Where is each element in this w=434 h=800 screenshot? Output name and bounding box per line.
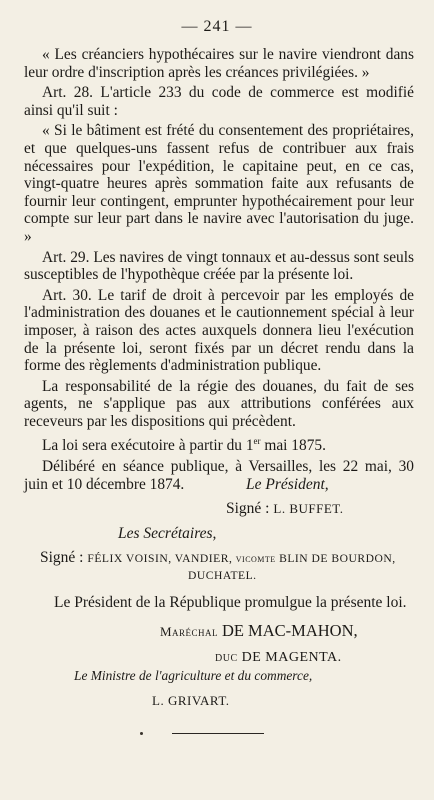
president-name: L. BUFFET. [273, 501, 344, 516]
paragraph-executoire: La loi sera exécutoire à partir du 1er mai 1875. [42, 436, 326, 455]
marechal-line [160, 621, 434, 641]
secretaires-names-cont: DUCHATEL. [188, 569, 257, 582]
marechal-name: DE MAC-MAHON, [221, 621, 358, 640]
paragraph-batiment: « Si le bâtiment est frété du consentement des propriétaires, et que quelques-uns fassent refus de contribuer aux frais nécessaires pour l'expédition, le capitaine peut, en ce cas, vingt-quatre heures après sommation faite aux refusants de fournir leur contingent, emprunter hypothécairement pour leur compte sur leur part dans le navire avec l'autorisation du juge. » [24, 122, 414, 245]
secretaires-signed-line [40, 549, 434, 567]
secretaires-signature [0, 525, 434, 582]
paragraph-responsabilite: La responsabilité de la régie des douanes, du fait de ses agents, ne s'applique pas aux attributions conférées aux receveurs par les dispositions qui précèdent. [24, 377, 414, 430]
secretaires-names: FÉLIX VOISIN, VANDIER, vicomte BLIN DE BOURDON, [87, 552, 396, 565]
secretaires-title: Les Secrétaires, [118, 525, 217, 542]
promulgation-block [0, 594, 434, 666]
paragraph-art-28: Art. 28. L'article 233 du code de commerce est modifié ainsi qu'il suit : [24, 84, 414, 119]
president-signed-line [226, 500, 434, 518]
signe-label: Signé : [226, 500, 270, 517]
paragraph-art-30: Art. 30. Le tarif de droit à percevoir par les employés de l'administration des douanes et le cautionnement spécial à leur imposer, à raison des actes auxquels donnera lieu l'exécution de la présente loi, seront fixés par un décret rendu dans la forme des règlements d'administration publique. [24, 286, 414, 375]
promulgation-text: Le Président de la République promulgue la présente loi. [54, 594, 407, 611]
page-number: — 241 — [181, 18, 253, 35]
marechal-rank: Maréchal [160, 624, 219, 639]
ink-speck [140, 732, 143, 735]
law-text [24, 46, 414, 496]
end-rule [172, 733, 264, 734]
paragraph-creanciers: « Les créanciers hypothécaires sur le navire viendront dans leur ordre d'inscription après les créances privilégiées. » [24, 46, 414, 81]
paragraph-art-29: Art. 29. Les navires de vingt tonnaux et au-dessus sont seuls susceptibles de l'hypothèque créée par la présente loi. [24, 248, 414, 284]
paragraph-delibere: Délibéré en séance publique, à Versailles, les 22 mai, 30 juin et 10 décembre 1874. [24, 458, 414, 493]
ministre-title: Le Ministre de l'agriculture et du commerce, [74, 668, 313, 683]
president-title: Le Président, [246, 476, 329, 493]
signe-label: Signé : [40, 549, 84, 566]
president-signature [0, 476, 434, 518]
ministre-name: L. GRIVART. [152, 693, 230, 708]
ministre-signature [0, 668, 434, 709]
marechal-title: duc DE MAGENTA. [215, 650, 342, 665]
